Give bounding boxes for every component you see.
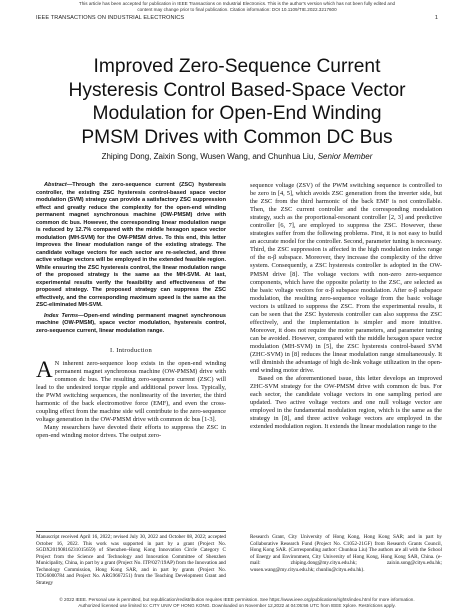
left-column [36,182,226,440]
author-names: Zhiping Dong, Zaixin Song, Wusen Wang, and Chunhua Liu, [101,152,318,161]
page-number: 1 [434,15,438,21]
journal-header: IEEE TRANSACTIONS ON INDUSTRIAL ELECTRONICS [36,15,185,21]
abstract-label: Abstract [44,182,67,188]
body-paragraph: sequence voltage (ZSV) of the PWM switching sequence is controlled to be zero in [4, 5], which avoids ZSC generation from the inverter side, but the ZSC from the third harmonic of the back EMF is not controllable. Then, the ZSC current controller and the corresponding modulation strategy, such as the proportional-resonant controller [2, 3] and predictive controller [6, 7], are employed to suppress the ZSC. However, these strategies suffer from the following problems. First, it is not easy to build an accurate model for the controller. Second, parameter tuning is necessary. Third, the ZSC suppression is affected in the high modulation index range of the α-β subspace. Moreover, they increase the complexity of the drive system. Consequently, a ZSC hysteresis controller is adopted in the OW-PMSM drive [8]. The voltage vectors with non-zero zero-sequence components, which have the opposite polarity to the ZSC, are selected as the basic voltage vectors for α-β subspace modulation. After α-β subspace modulation, the resulting zero-sequence voltage from the basic voltage vectors is utilized to suppress the ZSC. From the experimental results, it can be seen that the ZSC hysteresis controller can also suppress the ZSC effectively, and the implementation is simpler and more intuitive. Moreover, it does not require the motor parameters, and parameter tuning can be avoided. However, compared with the middle hexagon space vector modulation (MH-SVM) in [5], the ZSC hysteresis control-based SVM (ZHC-SVM) in [8] reduces the linear modulation range simultaneously. It will diminish the advantage of high dc-link voltage utilization in the open-end winding motor drive. [250,182,442,375]
intro-text: N inherent zero-sequence loop exists in the open-end winding permanent magnet synchronous machine (OW-PMSM) drive with common dc bus. The resulting zero-sequence current (ZSC) will lead to the undesired torque ripple and additional power loss. Typically, the PWM switching sequences, the nonlinearity of the inverter, the third harmonic of the back electromotive force (EMF), and even the cross-coupling effect from the machine side will contribute to the zero-sequence voltage generation in the OW-PMSM drive with common dc bus [1-3]. [36,360,226,424]
title-line: Hysteresis Control Based-Space Vector [68,79,406,101]
index-terms-label: Index Terms [44,312,79,319]
title-line: Modulation for Open-End Winding [92,103,382,124]
title-line: Improved Zero-Sequence Current [93,56,381,77]
index-terms [36,313,226,336]
footnote-right: Research Grant, City University of Hong Kong, Hong Kong SAR; and in part by Collaborative Research Fund (Project No. C1052-21GF) from Research Grants Council, Hong Kong SAR. (Corresponding author: Chunhua Liu) The authors are all with the School of Energy and Environment, City University of Hong Kong, Hong Kong SAR, China. (e-mail: zhiping.dong@my.cityu.edu.hk; zaixin.song@cityu.edu.hk; wusen.wang@my.cityu.edu.hk; chunliu@cityu.edu.hk). [250,534,442,573]
paper-title [20,55,454,149]
copyright-line: © 2022 IEEE. Personal use is permitted, but republication/redistribution requires IEEE permission. See https://www.ieee.org/publications/rights/index.html for more information. [59,597,415,602]
author-role: Senior Member [317,152,373,161]
top-notice-line: This article has been accepted for publication in IEEE Transactions on Industrial Electronics. This is the author's version which has not been fully edited and [78,1,396,6]
intro-paragraph [36,357,226,424]
abstract-text: —Through the zero-sequence current (ZSC) hysteresis controller, the existing ZSC hysteresis control-based space vector modulation (SVM) strategy can provide a satisfactory ZSC suppression effect and greatly reduce the complexity for the open-end winding permanent magnet synchronous machine (OW-PMSM) drive with common dc bus. However, the corresponding linear modulation range is reduced by 12.7% compared with the middle hexagon space vector modulation (MH-SVM) for the OW-PMSM drive. To this end, this letter improves the linear modulation range of the existing strategy. The candidate voltage vectors for each sector are re-selected, and three active voltage vectors will be employed in the extended feasible region. While ensuring the ZSC hysteresis control, the linear modulation range of the proposed strategy is the same as the MH-SVM. At last, experimental results verify the feasibility and effectiveness of the proposed strategy. The proposed strategy can suppress the ZSC effectively, and the corresponding maximum speed is the same as the ZSC-eliminated MH-SVM. [36,182,226,308]
right-column [250,182,442,431]
copyright-notice [0,597,474,609]
top-notice-line: content may change prior to final publication. Citation information: DOI 10.1109/TIE.2022.3217600 [137,7,337,12]
top-notice [0,1,474,13]
abstract [36,182,226,310]
footnote-divider [36,531,226,532]
drop-cap: A [36,357,53,382]
title-line: PMSM Drives with Common DC Bus [81,126,393,148]
section-heading: I. Introduction [109,347,153,354]
author-list [20,152,454,161]
license-line: Authorized licensed use limited to: CITY UNIV OF HONG KONG. Downloaded on November 12,2022 at 04:05:56 UTC from IEEE Xplore. Restrictions apply. [78,603,396,608]
index-terms-text: —Open-end winding permanent magnet synchronous machine (OW-PMSM), space vector modulation, hysteresis control, zero-sequence current, linear modulation range. [36,312,227,334]
intro-paragraph-2: Many researchers have devoted their efforts to suppress the ZSC in open-end winding motor drives. The output zero- [36,424,226,440]
footnote-left: Manuscript received April 16, 2022; revised July 30, 2022 and October 08, 2022; accepted October 16, 2022. This work was supported in part by a grant (Project No. SGDX20190816231015659) of Shenzhen–Hong Kong Innovation Circle Category C Project from the Science and Technology and Innovation Committee of Shenzhen Municipality, China, in part by a grant (Project No. ITP/027/19AP) from the Innovation and Technology Commission, Hong Kong SAR, and in part by grants (Project No. TDG6000784 and Project No. ARG9667251) from the Teaching Development Grant and Strategy [36,534,226,586]
body-paragraph-2: Based on the aforementioned issue, this letter develops an improved ZHC-SVM strategy for the OW-PMSM drive with common dc bus. For each sector, the candidate voltage vectors in one sampling period are updated. Two active voltage vectors and one null voltage vector are employed in the fundamental modulation region, which is the same as the strategy in [8], and three active voltage vectors are employed in the extended modulation region. It extends the linear modulation range to the [250,375,442,431]
